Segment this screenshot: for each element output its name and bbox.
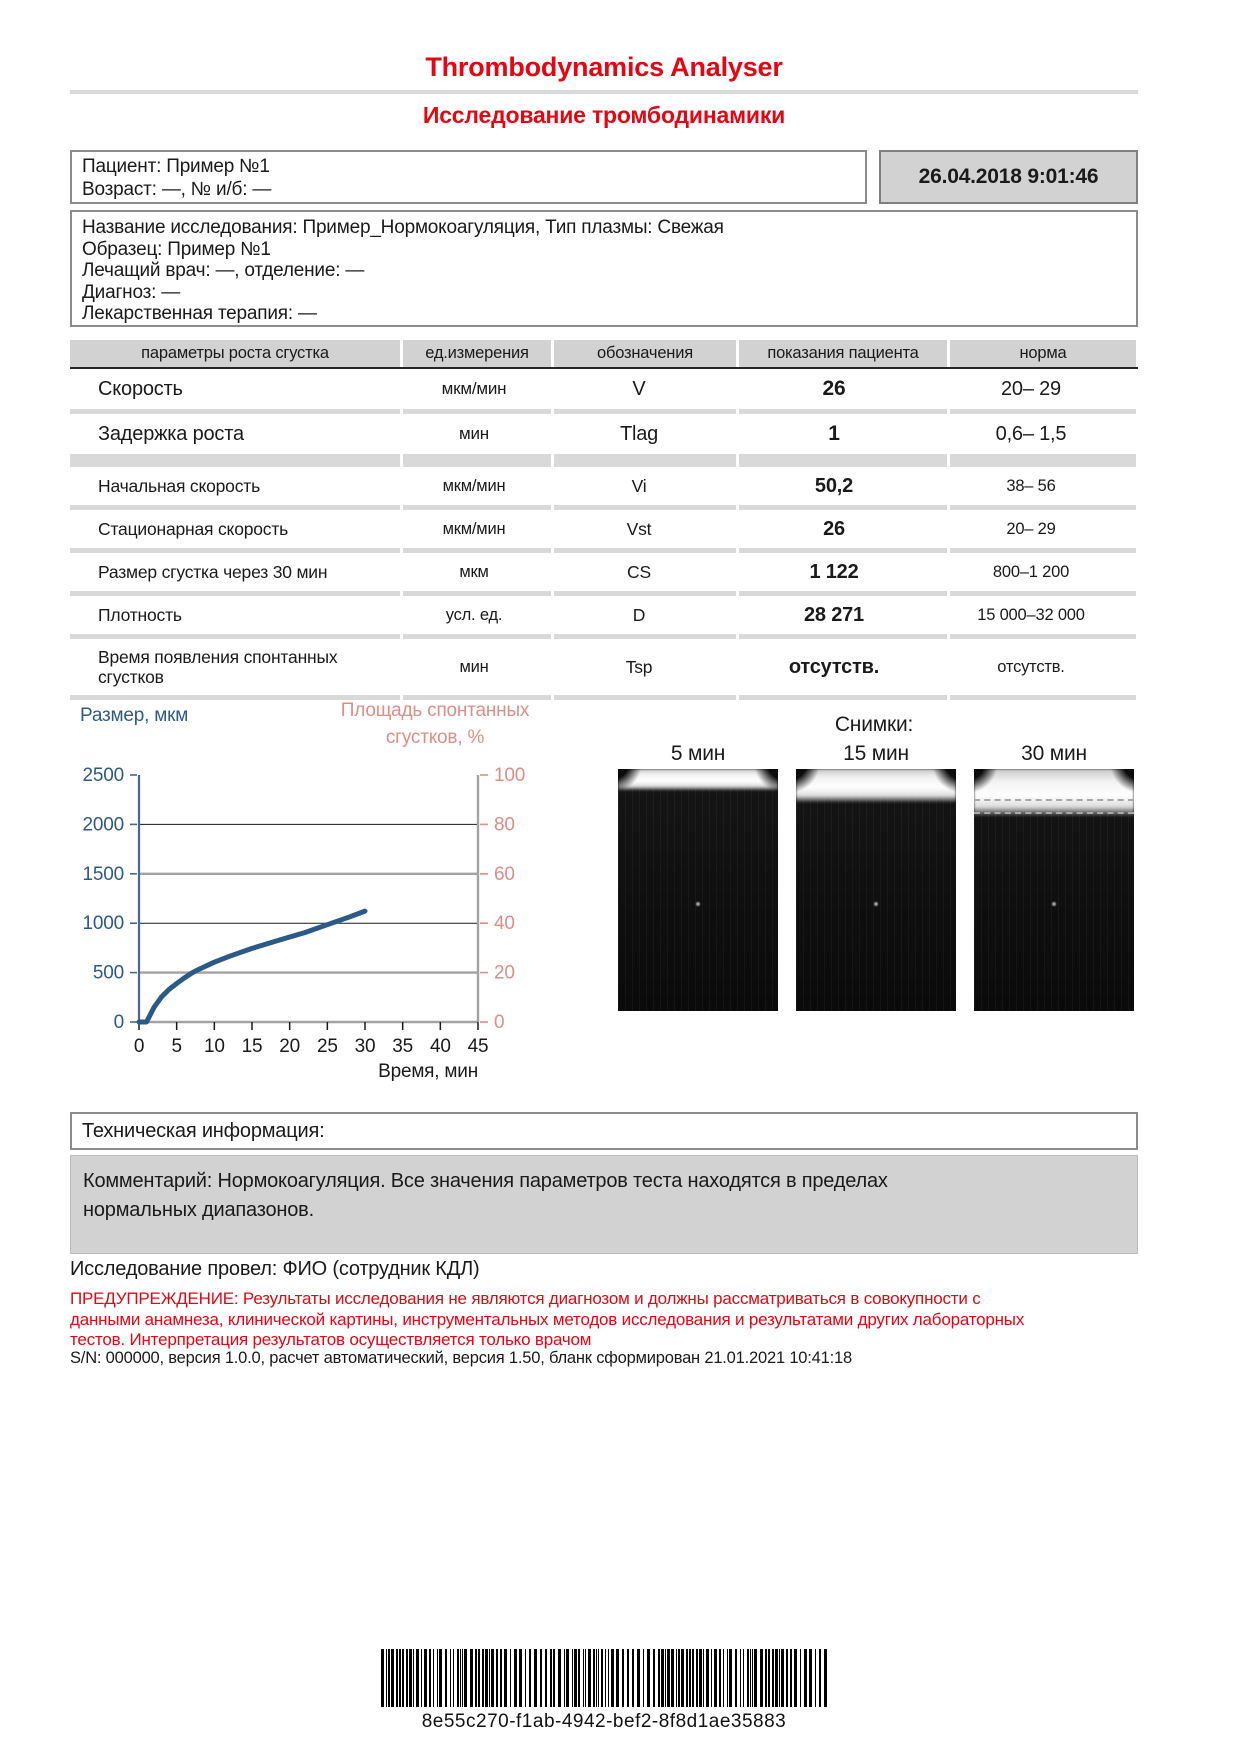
param-name: Начальная скорость (98, 476, 260, 496)
param-symbol: V (632, 377, 646, 400)
svg-text:10: 10 (203, 1036, 225, 1057)
study-name-line: Название исследования: Пример_Нормокоагуляция, Тип плазмы: Свежая (82, 217, 724, 238)
right-axis-title: Площадь спонтанных сгустков, % (340, 700, 530, 748)
header-divider (70, 90, 1138, 94)
row-separator (70, 505, 1138, 510)
svg-text:0: 0 (133, 1036, 145, 1057)
patient-value: 50,2 (814, 474, 854, 497)
report-datetime: 26.04.2018 9:01:46 (879, 150, 1138, 204)
chart-and-snapshots (70, 697, 1138, 1082)
photo-vignette (974, 769, 1134, 1011)
svg-text:100: 100 (494, 765, 526, 786)
param-name: Стационарная скорость (98, 519, 289, 539)
svg-text:15: 15 (241, 1036, 263, 1057)
technical-info-box (70, 1112, 1138, 1150)
snapshot-photo (796, 769, 956, 1011)
param-name: Время появления спонтанных сгустков (98, 647, 338, 687)
param-name: Скорость (98, 377, 183, 400)
parameters-table (70, 340, 1138, 700)
svg-text:1500: 1500 (82, 863, 124, 885)
snapshot-time-label: 30 мин (1021, 742, 1087, 765)
row-separator (70, 454, 1138, 467)
norm-range: отсутств. (997, 657, 1065, 676)
param-name: Плотность (98, 605, 182, 625)
snapshot-photo (618, 769, 778, 1011)
svg-text:5: 5 (171, 1036, 182, 1057)
table-row (70, 414, 1138, 454)
param-symbol: Vst (626, 518, 652, 539)
svg-text:45: 45 (467, 1036, 489, 1057)
report-title: Исследование тромбодинамики (422, 102, 786, 128)
norm-range: 800–1 200 (992, 562, 1070, 581)
param-symbol: D (632, 604, 646, 625)
table-row (70, 596, 1138, 634)
patient-info-box (70, 150, 867, 204)
svg-text:20: 20 (494, 962, 515, 984)
param-symbol: Vi (631, 475, 647, 496)
column-header: обозначения (554, 340, 736, 367)
performed-by-line: Исследование провел: ФИО (сотрудник КДЛ) (70, 1258, 480, 1280)
svg-text:Время, мин: Время, мин (378, 1061, 478, 1082)
diagnosis-line: Диагноз: — (82, 281, 181, 303)
sample-line: Образец: Пример №1 (82, 238, 271, 260)
svg-text:40: 40 (429, 1036, 451, 1057)
svg-text:2000: 2000 (82, 814, 124, 836)
param-unit: мин (459, 657, 489, 676)
table-row (70, 510, 1138, 548)
left-axis-title: Размер, мкм (80, 705, 189, 726)
column-header: параметры роста сгустка (70, 340, 400, 367)
row-separator (70, 634, 1138, 639)
table-row (70, 369, 1138, 409)
norm-range: 20– 29 (1001, 377, 1061, 400)
patient-value: 1 (828, 422, 840, 445)
device-title: Thrombodynamics Analyser (425, 52, 783, 82)
svg-text:40: 40 (494, 913, 515, 935)
patient-value: 26 (823, 517, 845, 540)
snapshot-time-label: 5 мин (670, 742, 726, 765)
measurement-dashed-line (974, 812, 1134, 814)
snapshot-photo (974, 769, 1134, 1011)
svg-text:25: 25 (316, 1036, 338, 1057)
photo-vignette (618, 769, 778, 1011)
study-info-box (70, 210, 1138, 327)
svg-text:1000: 1000 (82, 913, 124, 935)
patient-value: 1 122 (809, 560, 859, 583)
svg-text:80: 80 (494, 814, 515, 836)
param-name: Размер сгустка через 30 мин (98, 562, 328, 582)
param-name: Задержка роста (98, 422, 244, 445)
barcode-block (70, 1636, 1138, 1733)
param-unit: мкм/мин (441, 379, 507, 398)
patient-value: 26 (822, 377, 846, 400)
norm-range: 0,6– 1,5 (995, 422, 1067, 445)
report-content (70, 0, 1138, 1754)
svg-text:0: 0 (113, 1012, 124, 1033)
norm-range: 20– 29 (1006, 519, 1056, 538)
serial-version-line: S/N: 000000, версия 1.0.0, расчет автоматический, версия 1.50, бланк сформирован 21.01.2021 10:41:18 (70, 1349, 852, 1367)
svg-text:500: 500 (92, 962, 124, 984)
param-symbol: Tsp (625, 656, 653, 677)
svg-text:2500: 2500 (82, 765, 124, 786)
patient-age-line: Возраст: —, № и/б: — (82, 179, 272, 200)
patient-value: 28 271 (804, 603, 864, 626)
table-row (70, 467, 1138, 505)
column-header: норма (950, 340, 1136, 367)
svg-text:35: 35 (392, 1036, 414, 1057)
technical-info-title: Техническая информация: (82, 1119, 325, 1142)
param-unit: усл. ед. (445, 605, 503, 624)
row-separator (70, 548, 1138, 553)
comment-text: Комментарий: Нормокоагуляция. Все значения параметров теста находятся в пределах нормальных диапазонов. (83, 1170, 888, 1221)
param-symbol: CS (627, 561, 651, 582)
svg-text:20: 20 (279, 1036, 301, 1057)
therapy-line: Лекарственная терапия: — (82, 303, 317, 324)
svg-text:0: 0 (494, 1012, 505, 1033)
patient-name-line: Пациент: Пример №1 (82, 156, 270, 177)
column-header: показания пациента (739, 340, 947, 367)
column-header: ед.измерения (403, 340, 551, 367)
patient-value: отсутств. (788, 655, 880, 678)
clot-growth-chart (70, 697, 630, 1082)
param-unit: мин (459, 424, 489, 443)
norm-range: 38– 56 (1006, 476, 1056, 495)
snapshots-title: Снимки: (834, 713, 914, 736)
svg-text:60: 60 (494, 863, 515, 885)
measurement-dashed-line (974, 799, 1134, 801)
param-symbol: Tlag (619, 422, 659, 445)
svg-text:30: 30 (354, 1036, 376, 1057)
snapshot-time-label: 15 мин (843, 742, 909, 765)
table-header-row (70, 340, 1138, 367)
barcode (381, 1649, 827, 1707)
doctor-line: Лечащий врач: —, отделение: — (82, 260, 365, 281)
row-separator (70, 591, 1138, 596)
norm-range: 15 000–32 000 (977, 605, 1085, 624)
param-unit: мкм/мин (442, 519, 506, 538)
warning-text: ПРЕДУПРЕЖДЕНИЕ: Результаты исследования не являются диагнозом и должны рассматриваться в совокупности с данными анамнеза, клинической картины, инструментальных методов исследования и результатами других лабораторных тестов. Интерпретация результатов осуществляется только врачом (70, 1289, 1025, 1349)
table-row (70, 553, 1138, 591)
comment-box (70, 1155, 1138, 1254)
table-row (70, 639, 1138, 695)
param-unit: мкм/мин (442, 476, 506, 495)
barcode-text: 8e55c270-f1ab-4942-bef2-8f8d1ae35883 (421, 1711, 787, 1732)
row-separator (70, 409, 1138, 414)
param-unit: мкм (459, 562, 489, 581)
photo-vignette (796, 769, 956, 1011)
